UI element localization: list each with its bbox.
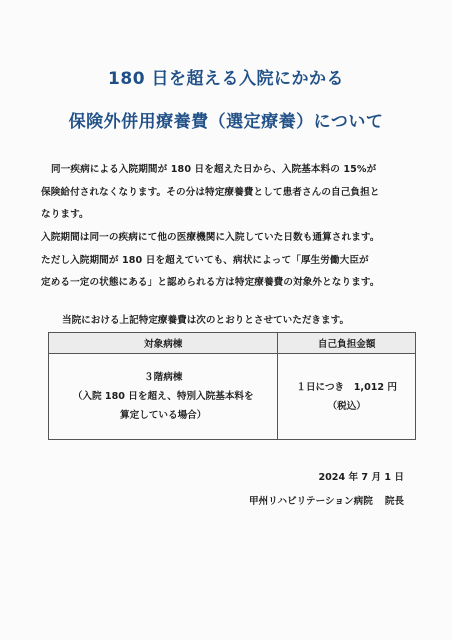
hospital-name: 甲州リハビリテーション病院 (248, 496, 373, 507)
table-row (49, 354, 416, 440)
header-fee: 自己負担金額 (278, 333, 416, 354)
table-intro: 当院における上記特定療養費は次のとおりとさせていただきます。 (62, 315, 350, 326)
signer-role: 院長 (384, 496, 404, 507)
issue-date: 2024 年 7 月 1 日 (318, 472, 404, 483)
paragraph-1-line: なります。 (41, 209, 89, 220)
fee-amount: １日につき 1,012 円 (296, 381, 398, 393)
signature (249, 493, 404, 507)
fee-tax-note: （税込） (327, 400, 366, 412)
ward-condition: （入院 180 日を超え、特別入院基本料を (72, 391, 254, 402)
paragraph-1-line: 保険給付されなくなります。その分は特定療養費として患者さんの自己負担と (41, 186, 380, 198)
fee-table (48, 332, 416, 440)
paragraph-2-line: 入院期間は同一の疾病にて他の医療機関に入院していた日数も通算されます。 (41, 232, 380, 243)
header-ward: 対象病棟 (49, 333, 278, 354)
paragraph-2 (41, 227, 421, 295)
title-line-1: 180 日を超える入院にかかる (108, 69, 344, 89)
paragraph-2-line: 定める一定の状態にある」と認められる方は特定療養費の対象外となります。 (41, 277, 380, 288)
paragraph-1-line: 同一疾病による入院期間が 180 日を超えた日から、入院基本料の 15%が (51, 164, 377, 175)
cell-ward (49, 354, 278, 440)
ward-condition-cont: 算定している場合） (120, 410, 207, 421)
paragraph-1 (41, 159, 421, 227)
title-line-2: 保険外併用療養費（選定療養）について (68, 112, 384, 132)
cell-fee (278, 354, 416, 440)
ward-name: ３階病棟 (144, 372, 183, 383)
table-header-row (49, 333, 416, 354)
paragraph-2-line: ただし入院期間が 180 日を超えていても、病状によって「厚生労働大臣が (41, 254, 369, 266)
